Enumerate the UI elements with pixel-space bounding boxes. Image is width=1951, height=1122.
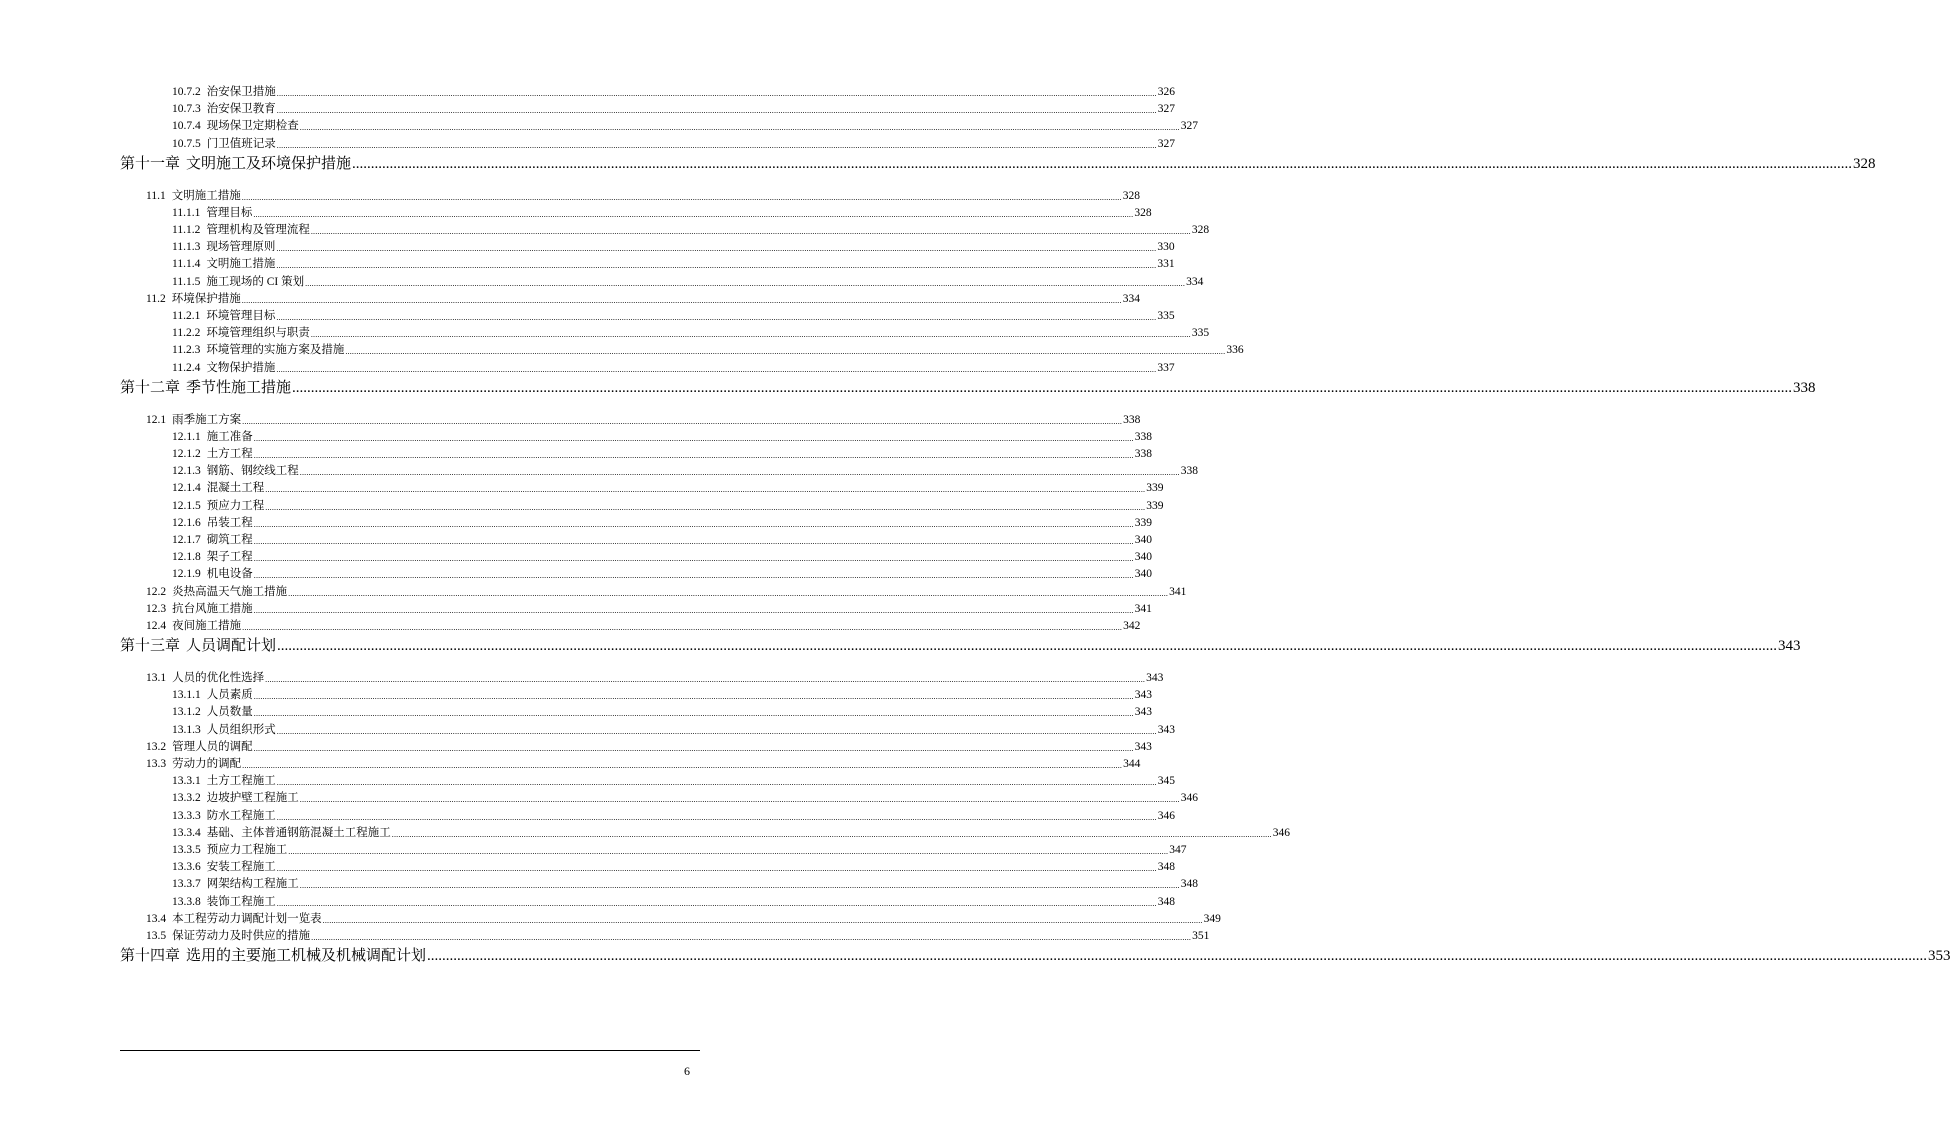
toc-entry-text: 吊装工程 <box>206 516 253 529</box>
toc-entry-text: 砌筑工程 <box>206 534 253 546</box>
toc-entry-number: 11.1 <box>146 189 166 202</box>
toc-entry-number: 12.1 <box>146 413 167 426</box>
toc-entry-title <box>172 275 304 290</box>
toc-entry-number: 第十四章 <box>120 948 181 964</box>
toc-entry[interactable] <box>172 809 1175 824</box>
toc-leader-dots: ................................................................................................................................................................................................................................................................................................................................................................................................................ <box>352 155 1853 172</box>
toc-entry-title <box>172 481 264 496</box>
toc-page-number: 335 <box>1157 310 1175 322</box>
toc-entry-text: 现场保卫定期检查 <box>206 120 299 133</box>
toc-entry-number: 第十二章 <box>120 379 181 396</box>
toc-entry[interactable] <box>172 102 1175 117</box>
toc-page-number: 343 <box>1134 689 1152 702</box>
toc-leader-dots: ................................................................................................................................................................................................................................................................................................................................................................................................................ <box>276 864 1157 874</box>
toc-entry-title <box>172 343 344 358</box>
toc-page-number: 351 <box>1192 930 1210 942</box>
toc-entry-text: 人员的优化性选择 <box>172 672 265 684</box>
toc-entry-text: 门卫值班记录 <box>206 137 276 150</box>
toc-leader-dots: ................................................................................................................................................................................................................................................................................................................................................................................................................ <box>299 468 1180 478</box>
toc-page-number: 327 <box>1157 103 1175 116</box>
toc-entry-text: 人员素质 <box>206 689 253 702</box>
toc-entry-number: 13.1.3 <box>172 723 201 736</box>
toc-entry-number: 10.7.3 <box>172 103 201 116</box>
toc-page-number: 340 <box>1134 534 1152 546</box>
toc-entry-number: 13.3.8 <box>172 895 201 908</box>
toc-entry[interactable] <box>172 309 1175 324</box>
toc-entry-text: 防水工程施工 <box>206 809 276 822</box>
toc-entry-text: 预应力工程 <box>206 499 265 512</box>
toc-entry[interactable] <box>146 929 1210 944</box>
toc-entry[interactable] <box>172 774 1175 789</box>
toc-leader-dots: ................................................................................................................................................................................................................................................................................................................................................................................................................ <box>253 571 1134 581</box>
toc-entry-title <box>146 602 253 617</box>
toc-leader-dots: ................................................................................................................................................................................................................................................................................................................................................................................................................ <box>276 778 1157 788</box>
toc-chapter[interactable] <box>120 636 1801 656</box>
toc-entry-number: 11.1.3 <box>172 241 201 254</box>
toc-entry-text: 环境保护措施 <box>171 292 241 305</box>
toc-leader-dots: ................................................................................................................................................................................................................................................................................................................................................................................................................ <box>253 519 1134 529</box>
toc-page-number: 330 <box>1157 241 1175 254</box>
toc-entry[interactable] <box>172 516 1152 531</box>
toc-page-number: 327 <box>1157 137 1175 150</box>
toc-entry-number: 11.1.2 <box>172 224 201 236</box>
toc-entry-title <box>172 550 253 565</box>
toc-entry-number: 10.7.2 <box>172 86 201 98</box>
toc-leader-dots: ................................................................................................................................................................................................................................................................................................................................................................................................................ <box>391 829 1272 839</box>
toc-leader-dots: ................................................................................................................................................................................................................................................................................................................................................................................................................ <box>253 743 1134 753</box>
toc-entry-text: 治安保卫措施 <box>206 86 276 98</box>
toc-leader-dots: ................................................................................................................................................................................................................................................................................................................................................................................................................ <box>311 933 1192 942</box>
toc-entry-number: 11.2.3 <box>172 344 201 357</box>
toc-entry-number: 11.1.4 <box>172 258 201 271</box>
toc-entry-title <box>172 206 252 221</box>
toc-page-number: 349 <box>1203 912 1221 925</box>
toc-leader-dots: ................................................................................................................................................................................................................................................................................................................................................................................................................ <box>265 485 1146 495</box>
toc-entry-text: 管理机构及管理流程 <box>206 224 310 236</box>
toc-entry-title <box>172 240 275 255</box>
toc-entry-number: 12.1.8 <box>172 551 201 564</box>
toc-entry-text: 炎热高温天气施工措施 <box>172 585 288 598</box>
footer-rule <box>120 1050 700 1051</box>
toc-entry-number: 13.3 <box>146 758 167 770</box>
toc-entry-number: 10.7.4 <box>172 120 201 133</box>
toc-entry[interactable] <box>172 826 1290 841</box>
toc-page-number: 326 <box>1157 86 1175 98</box>
toc-entry[interactable] <box>172 481 1164 496</box>
toc-entry-title <box>172 257 275 272</box>
toc-entry-number: 12.1.7 <box>172 534 201 546</box>
toc-leader-dots: ................................................................................................................................................................................................................................................................................................................................................................................................................ <box>299 881 1180 891</box>
toc-entry-title <box>172 791 299 806</box>
toc-entry[interactable] <box>146 740 1152 755</box>
toc-leader-dots: ................................................................................................................................................................................................................................................................................................................................................................................................................ <box>276 140 1157 150</box>
toc-entry-title <box>172 843 287 858</box>
toc-entry-text: 环境管理组织与职责 <box>206 327 310 340</box>
toc-page-number: 343 <box>1134 706 1152 719</box>
toc-entry-text: 人员数量 <box>206 706 253 719</box>
toc-entry-text: 管理目标 <box>206 206 253 219</box>
toc-entry-title <box>172 119 299 134</box>
toc-leader-dots: ................................................................................................................................................................................................................................................................................................................................................................................................................ <box>253 692 1134 702</box>
toc-entry-number: 13.1.1 <box>172 689 201 702</box>
toc-entry[interactable] <box>172 843 1187 858</box>
toc-leader-dots: ................................................................................................................................................................................................................................................................................................................................................................................................................ <box>242 623 1123 632</box>
toc-entry[interactable] <box>172 877 1198 892</box>
toc-page-number: 328 <box>1191 224 1210 236</box>
toc-entry-title <box>146 585 287 600</box>
toc-entry-number: 13.3.7 <box>172 878 201 891</box>
toc-entry[interactable] <box>172 119 1198 134</box>
toc-leader-dots: ................................................................................................................................................................................................................................................................................................................................................................................................................ <box>299 123 1180 133</box>
toc-entry-title <box>120 154 351 174</box>
toc-entry-number: 12.1.3 <box>172 465 201 478</box>
toc-entry[interactable] <box>172 791 1198 806</box>
toc-entry-title <box>146 292 241 307</box>
toc-leader-dots: ................................................................................................................................................................................................................................................................................................................................................................................................................ <box>276 106 1157 116</box>
toc-chapter[interactable] <box>120 154 1876 174</box>
toc-page-number: 335 <box>1191 327 1210 340</box>
toc-chapter[interactable] <box>120 946 1951 966</box>
toc-leader-dots: ................................................................................................................................................................................................................................................................................................................................................................................................................ <box>265 675 1146 684</box>
toc-entry-number: 13.3.1 <box>172 775 201 788</box>
toc-page-number: 334 <box>1122 292 1140 305</box>
toc-leader-dots: ................................................................................................................................................................................................................................................................................................................................................................................................................ <box>253 537 1134 546</box>
toc-entry-number: 12.1.9 <box>172 568 201 581</box>
toc-entry-text: 土方工程施工 <box>206 775 276 788</box>
toc-entry-number: 13.2 <box>146 740 167 753</box>
toc-leader-dots: ................................................................................................................................................................................................................................................................................................................................................................................................................ <box>288 588 1169 598</box>
toc-entry-text: 选用的主要施工机械及机械调配计划 <box>186 948 427 964</box>
toc-entry-title <box>172 430 253 445</box>
toc-entry-title <box>172 826 391 841</box>
toc-leader-dots: ................................................................................................................................................................................................................................................................................................................................................................................................................ <box>310 227 1191 236</box>
toc-entry-number: 第十三章 <box>120 638 181 654</box>
toc-entry-title <box>172 877 299 892</box>
toc-entry[interactable] <box>146 912 1221 927</box>
toc-entry[interactable] <box>172 275 1204 290</box>
toc-leader-dots: ................................................................................................................................................................................................................................................................................................................................................................................................................ <box>253 209 1134 219</box>
toc-entry-text: 保证劳动力及时供应的措施 <box>172 930 311 942</box>
toc-entry-text: 边坡护壁工程施工 <box>206 792 299 805</box>
toc-leader-dots: ................................................................................................................................................................................................................................................................................................................................................................................................................ <box>299 795 1180 805</box>
toc-entry-text: 施工准备 <box>206 430 253 443</box>
toc-entry-text: 人员组织形式 <box>206 723 276 736</box>
toc-entry-title <box>172 774 276 789</box>
toc-entry-text: 钢筋、钢绞线工程 <box>206 465 299 478</box>
toc-leader-dots: ................................................................................................................................................................................................................................................................................................................................................................................................................ <box>253 605 1134 615</box>
toc-entry-title <box>120 636 276 656</box>
toc-leader-dots: ................................................................................................................................................................................................................................................................................................................................................................................................................ <box>276 898 1157 908</box>
toc-leader-dots: ................................................................................................................................................................................................................................................................................................................................................................................................................ <box>276 313 1157 322</box>
toc-entry[interactable] <box>172 688 1152 703</box>
toc-entry-text: 机电设备 <box>206 568 253 581</box>
toc-entry-title <box>172 688 253 703</box>
toc-leader-dots: ................................................................................................................................................................................................................................................................................................................................................................................................................ <box>292 379 1793 396</box>
toc-page-number: 341 <box>1169 585 1187 598</box>
toc-page-number: 338 <box>1793 379 1816 396</box>
toc-entry[interactable] <box>172 326 1210 341</box>
toc-entry-title <box>172 723 276 738</box>
toc-page-number: 337 <box>1157 361 1175 374</box>
toc-entry[interactable] <box>172 137 1175 152</box>
toc-page-number: 338 <box>1134 430 1152 443</box>
toc-entry[interactable] <box>172 343 1244 358</box>
toc-entry[interactable] <box>172 860 1175 875</box>
toc-entry-number: 13.3.6 <box>172 861 201 874</box>
toc-entry-text: 文明施工及环境保护措施 <box>186 155 352 172</box>
toc-entry-number: 11.2 <box>146 292 166 305</box>
toc-entry-number: 13.4 <box>146 912 167 925</box>
toc-entry-text: 劳动力的调配 <box>172 758 242 770</box>
toc-entry[interactable] <box>172 257 1175 272</box>
toc-page-number: 346 <box>1180 792 1198 805</box>
toc-entry-text: 土方工程 <box>206 448 253 460</box>
toc-leader-dots: ................................................................................................................................................................................................................................................................................................................................................................................................................ <box>276 244 1157 254</box>
toc-entry-title <box>172 326 310 341</box>
toc-page-number: 338 <box>1180 465 1198 478</box>
toc-leader-dots: ................................................................................................................................................................................................................................................................................................................................................................................................................ <box>265 502 1146 512</box>
toc-entry-number: 12.3 <box>146 602 167 615</box>
toc-entry-title <box>146 757 241 772</box>
toc-entry-number: 12.1.1 <box>172 430 201 443</box>
toc-entry-number: 11.2.1 <box>172 310 201 322</box>
toc-entry[interactable] <box>172 447 1152 462</box>
toc-leader-dots: ................................................................................................................................................................................................................................................................................................................................................................................................................ <box>241 295 1122 305</box>
toc-entry-title <box>172 499 264 514</box>
toc-entry-text: 现场管理原则 <box>206 241 276 254</box>
toc-page-number: 343 <box>1157 723 1175 736</box>
toc-entry-number: 13.5 <box>146 930 167 942</box>
toc-entry-title <box>172 860 276 875</box>
toc-entry[interactable] <box>146 619 1141 634</box>
toc-leader-dots: ................................................................................................................................................................................................................................................................................................................................................................................................................ <box>305 278 1186 288</box>
toc-entry-title <box>146 413 241 428</box>
toc-entry-number: 13.3.2 <box>172 792 201 805</box>
toc-entry[interactable] <box>172 240 1175 255</box>
toc-entry-text: 安装工程施工 <box>206 861 276 874</box>
toc-entry-title <box>146 671 264 686</box>
toc-entry[interactable] <box>146 602 1152 617</box>
toc-page-number: 346 <box>1272 826 1290 839</box>
toc-entry[interactable] <box>172 705 1152 720</box>
toc-entry-text: 人员调配计划 <box>186 638 277 654</box>
toc-page-number: 347 <box>1169 844 1187 856</box>
toc-entry-text: 文物保护措施 <box>206 361 276 374</box>
toc-entry-title <box>120 946 426 966</box>
toc-entry-text: 季节性施工措施 <box>186 379 292 396</box>
toc-page-number: 340 <box>1134 568 1152 581</box>
toc-entry-number: 13.3.5 <box>172 844 201 856</box>
toc-page-number: 338 <box>1123 413 1141 426</box>
toc-page-number: 338 <box>1134 448 1152 460</box>
toc-page-number: 339 <box>1146 482 1164 495</box>
toc-entry-text: 文明施工措施 <box>171 189 241 202</box>
toc-entry-title <box>172 895 276 910</box>
toc-page-number: 334 <box>1186 275 1204 288</box>
toc-entry-title <box>146 929 310 944</box>
toc-entry-number: 12.1.2 <box>172 448 201 460</box>
toc-entry-number: 12.4 <box>146 620 167 632</box>
toc-page-number: 348 <box>1180 878 1198 891</box>
toc-entry-title <box>146 912 322 927</box>
toc-entry-text: 抗台风施工措施 <box>172 602 253 615</box>
toc-entry-title <box>146 189 241 204</box>
toc-entry-text: 装饰工程施工 <box>206 895 276 908</box>
toc-page-number: 343 <box>1134 740 1152 753</box>
toc-entry-number: 12.2 <box>146 585 167 598</box>
toc-page-number: 344 <box>1123 758 1141 770</box>
toc-entry-title <box>172 705 253 720</box>
toc-leader-dots: ................................................................................................................................................................................................................................................................................................................................................................................................................ <box>242 761 1123 770</box>
toc-entry-text: 预应力工程施工 <box>206 844 288 856</box>
toc-entry-text: 混凝土工程 <box>206 482 265 495</box>
toc-entry-title <box>172 137 276 152</box>
toc-leader-dots: ................................................................................................................................................................................................................................................................................................................................................................................................................ <box>345 347 1226 357</box>
toc-entry-number: 11.1.1 <box>172 206 201 219</box>
toc-entry-title <box>172 361 275 376</box>
toc-page-number: 348 <box>1157 861 1175 874</box>
toc-entry[interactable] <box>146 413 1141 428</box>
toc-page-number: 341 <box>1134 602 1152 615</box>
toc-page-number: 331 <box>1157 258 1175 271</box>
toc-page-number: 328 <box>1134 206 1152 219</box>
toc-entry[interactable] <box>146 757 1141 772</box>
toc-entry[interactable] <box>172 550 1152 565</box>
toc-entry[interactable] <box>172 464 1198 479</box>
toc-leader-dots: ................................................................................................................................................................................................................................................................................................................................................................................................................ <box>288 847 1169 856</box>
toc-leader-dots: ................................................................................................................................................................................................................................................................................................................................................................................................................ <box>277 638 1778 654</box>
toc-leader-dots: ................................................................................................................................................................................................................................................................................................................................................................................................................ <box>253 451 1134 460</box>
toc-entry-title <box>172 85 276 100</box>
toc-entry[interactable] <box>172 567 1152 582</box>
toc-entry-title <box>120 378 291 398</box>
toc-entry-text: 网架结构工程施工 <box>206 878 299 891</box>
toc-leader-dots: ................................................................................................................................................................................................................................................................................................................................................................................................................ <box>322 915 1203 925</box>
toc-entry-number: 13.3.4 <box>172 826 201 839</box>
toc-entry[interactable] <box>172 499 1164 514</box>
toc-leader-dots: ................................................................................................................................................................................................................................................................................................................................................................................................................ <box>276 261 1157 271</box>
toc-entry-number: 13.1.2 <box>172 706 201 719</box>
toc-entry-text: 环境管理目标 <box>206 310 276 322</box>
toc-entry-number: 12.1.6 <box>172 516 201 529</box>
toc-entry-text: 治安保卫教育 <box>206 103 276 116</box>
toc-entry-title <box>172 223 310 238</box>
toc-entry-text: 雨季施工方案 <box>172 413 242 426</box>
toc-entry-text: 文明施工措施 <box>206 258 276 271</box>
toc-entry[interactable] <box>172 85 1175 100</box>
toc-entry-title <box>146 740 253 755</box>
toc-page-number: 339 <box>1134 516 1152 529</box>
toc-page-number: 343 <box>1146 672 1164 684</box>
toc-entry-title <box>172 447 253 462</box>
page-number: 6 <box>684 1064 690 1078</box>
toc-entry[interactable] <box>172 206 1152 221</box>
toc-page-number: 336 <box>1226 344 1244 357</box>
toc-entry-text: 施工现场的 CI 策划 <box>206 275 305 288</box>
toc-entry-text: 环境管理的实施方案及措施 <box>206 344 345 357</box>
toc-leader-dots: ................................................................................................................................................................................................................................................................................................................................................................................................................ <box>276 364 1157 374</box>
toc-entry-number: 11.2.4 <box>172 361 201 374</box>
toc-chapter[interactable] <box>120 378 1816 398</box>
toc-entry-text: 本工程劳动力调配计划一览表 <box>172 912 322 925</box>
toc-page-number: 327 <box>1180 120 1198 133</box>
toc-entry-number: 13.3.3 <box>172 809 201 822</box>
toc-entry-number: 11.2.2 <box>172 327 201 340</box>
toc-leader-dots: ................................................................................................................................................................................................................................................................................................................................................................................................................ <box>310 330 1191 340</box>
toc-entry[interactable] <box>172 895 1175 910</box>
toc-entry[interactable] <box>172 430 1152 445</box>
toc-leader-dots: ................................................................................................................................................................................................................................................................................................................................................................................................................ <box>253 709 1134 719</box>
toc-leader-dots: ................................................................................................................................................................................................................................................................................................................................................................................................................ <box>242 416 1123 426</box>
toc-leader-dots: ................................................................................................................................................................................................................................................................................................................................................................................................................ <box>253 433 1134 443</box>
toc-entry-title <box>146 619 241 634</box>
toc-page-number: 342 <box>1123 620 1141 632</box>
toc-page-number: 328 <box>1853 155 1876 172</box>
toc-entry-title <box>172 309 275 324</box>
toc-page-number: 340 <box>1134 551 1152 564</box>
toc-page-number: 328 <box>1122 189 1140 202</box>
toc-entry-title <box>172 516 253 531</box>
toc-leader-dots: ................................................................................................................................................................................................................................................................................................................................................................................................................ <box>253 554 1134 564</box>
toc-entry-number: 第十一章 <box>120 155 181 172</box>
toc-entry-text: 夜间施工措施 <box>172 620 242 632</box>
toc-leader-dots: ................................................................................................................................................................................................................................................................................................................................................................................................................ <box>276 726 1157 736</box>
toc-entry-text: 基础、主体普通钢筋混凝土工程施工 <box>206 826 391 839</box>
toc-entry[interactable] <box>146 585 1187 600</box>
toc-leader-dots: ................................................................................................................................................................................................................................................................................................................................................................................................................ <box>427 948 1928 964</box>
toc-entry-text: 管理人员的调配 <box>172 740 253 753</box>
toc-entry[interactable] <box>172 361 1175 376</box>
toc-page-number: 339 <box>1146 499 1164 512</box>
toc-entry-number: 11.1.5 <box>172 275 201 288</box>
toc-entry[interactable] <box>146 189 1140 204</box>
toc-page-number: 343 <box>1778 638 1801 654</box>
toc-entry[interactable] <box>172 533 1152 548</box>
toc-page-number: 346 <box>1157 809 1175 822</box>
toc-entry-title <box>172 464 299 479</box>
toc-entry-text: 架子工程 <box>206 551 253 564</box>
toc-page-number: 353 <box>1928 948 1951 964</box>
toc-entry[interactable] <box>146 671 1164 686</box>
toc-entry-number: 12.1.5 <box>172 499 201 512</box>
toc-entry[interactable] <box>146 292 1140 307</box>
toc-entry-title <box>172 533 253 548</box>
toc-page-number: 348 <box>1157 895 1175 908</box>
toc-entry-title <box>172 102 276 117</box>
toc-entry-title <box>172 809 276 824</box>
toc-entry-title <box>172 567 253 582</box>
toc-entry-number: 10.7.5 <box>172 137 201 150</box>
toc-leader-dots: ................................................................................................................................................................................................................................................................................................................................................................................................................ <box>241 192 1122 202</box>
toc-entry-number: 12.1.4 <box>172 482 201 495</box>
toc-leader-dots: ................................................................................................................................................................................................................................................................................................................................................................................................................ <box>276 812 1157 822</box>
toc-entry-number: 13.1 <box>146 672 167 684</box>
toc-leader-dots: ................................................................................................................................................................................................................................................................................................................................................................................................................ <box>276 89 1157 98</box>
toc-entry[interactable] <box>172 723 1175 738</box>
toc-page-number: 345 <box>1157 775 1175 788</box>
toc-entry[interactable] <box>172 223 1210 238</box>
